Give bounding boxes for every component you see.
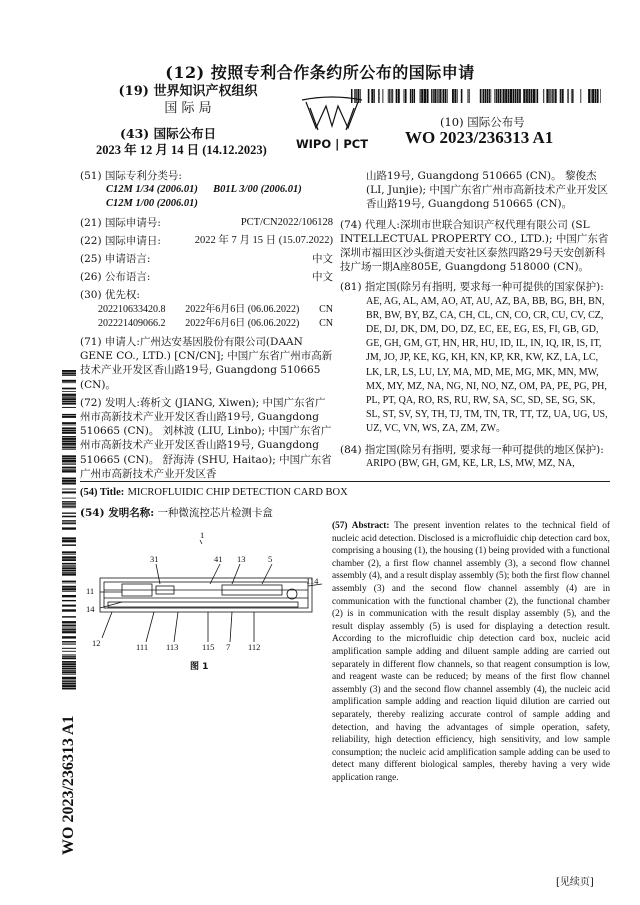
applicant-section xyxy=(80,335,333,392)
priority-row xyxy=(80,303,333,317)
side-publication-number-wrap xyxy=(60,700,80,855)
title-chinese-label: (54) 发明名称: xyxy=(80,507,155,519)
agent-text: 深圳市世联合知识产权代理有限公司 (SL INTELLECTUAL PROPERTY CO., LTD.); 中国广东省深圳市福田区沙头街道天安社区泰然四路29号天安创新科技广场一期A座805E, Guangdong 518000 (CN)。 xyxy=(340,218,609,274)
applicant-label: (71) 申请人: xyxy=(80,336,140,349)
title-chinese-row xyxy=(80,505,273,520)
agent-label: (74) 代理人: xyxy=(340,218,400,231)
publication-language: 中文 xyxy=(312,271,333,284)
abstract-text: The present invention relates to the technical field of nucleic acid detection. Disclosed is a microfluidic chip detection card box, comprising a housing (1), the housing (1) being provided with a functional chamber (2), a first flow channel assembly (3), a second flow channel assembly (4), and a result display assembly (5); both the first flow channel assembly (3) and the second flow channel assembly (4) are in communication with the functional chamber (2), the functional chamber (2) is in communication with the result display assembly (5), and the result display assembly (5) is used for displaying a detection result. According to the microfluidic chip detection card box, nucleic acid amplification sample adding and diluent sample adding are carried out separately in different flow channels, so that reagent consumption is low, and reagent waste can be reduced; by means of the first flow channel assembly (3) and the second flow channel assembly (4), the nucleic acid amplification sample adding and reaction liquid dilution are carried out separately, thereby realizing accurate control of sample adding and detection, and having the advantages of simple operation, safety, reliability, high detection efficiency, high sensitivity, and low sample consumption; the nucleic acid amplification sample adding can be used to detect many different biological samples, thereby having a very wide application range. xyxy=(332,521,610,783)
priority-date: 2022年6月6日 (06.06.2022) xyxy=(185,317,300,329)
publication-language-label: (26) 公布语言: xyxy=(80,271,151,284)
inventors-label: (72) 发明人: xyxy=(80,396,140,409)
designated-regions-label: (84) 指定国(除另有指明, 要求每一种可提供的地区保护): xyxy=(340,443,604,456)
inventors-text: 蒋析文 (JIANG, Xiwen); 中国广东省广州市高新技术产业开发区香山路19号, Guangdong 510665 (CN)。 刘林波 (LIU, Linbo); 中国广东省广州市高新技术产业开发区香山路19号, Guangdong 510665 (CN)。 舒海涛 (SHU, Haitao); 中国广东省广州市高新技术产业开发区香 xyxy=(80,396,332,480)
title-english: MICROFLUIDIC CHIP DETECTION CARD BOX xyxy=(127,487,348,498)
wipo-logo-icon xyxy=(292,96,372,154)
priority-number: 202210633420.8 xyxy=(98,303,166,315)
application-number-row xyxy=(80,216,333,230)
filing-language-label: (25) 申请语言: xyxy=(80,253,151,266)
ipc-code: C12M 1/00 (2006.01) xyxy=(106,198,198,210)
filing-language: 中文 xyxy=(312,253,333,266)
abstract xyxy=(332,520,610,784)
section-divider xyxy=(80,481,610,482)
figure-label: 13 xyxy=(237,554,246,564)
patent-figure xyxy=(82,526,327,676)
priority-country: CN xyxy=(319,317,333,329)
ipc-code: B01L 3/00 (2006.01) xyxy=(213,184,302,196)
figure-label: 114 xyxy=(306,576,319,586)
designated-states: AE, AG, AL, AM, AO, AT, AU, AZ, BA, BB, BG, BH, BN, BR, BW, BY, BZ, CA, CH, CL, CN, CO, CR, CU, CV, CZ, DE, DJ, DK, DM, DO, DZ, EC, EE, EG, ES, FI, GB, GD, GE, GH, GM, GT, HN, HR, HU, ID, IL, IN, IQ, IR, IS, IT, JM, JO, JP, KE, KG, KH, KN, KP, KR, KW, KZ, LA, LC, LK, LR, LS, LU, LY, MA, MD, ME, MG, MK, MN, MW, MX, MY, MZ, NA, NG, NI, NO, NZ, OM, PA, PE, PG, PH, PL, PT, QA, RO, RS, RU, RW, SA, SC, SD, SE, SG, SK, SL, ST, SV, SY, TH, TJ, TM, TN, TR, TT, TZ, UA, UG, US, UZ, VC, VN, WS, ZA, ZM, ZW。 xyxy=(366,295,608,435)
priority-date: 2022年6月6日 (06.06.2022) xyxy=(185,303,300,315)
title-english-row xyxy=(80,486,348,498)
figure-label: 5 xyxy=(268,554,273,564)
publication-language-row xyxy=(80,270,333,284)
publication-date-label: (43) 国际公布日 xyxy=(120,126,217,141)
priority-country: CN xyxy=(319,303,333,315)
designated-regions-section xyxy=(340,443,610,471)
designated-regions: ARIPO (BW, GH, GM, KE, LR, LS, MW, MZ, NA, xyxy=(366,457,575,469)
designated-states-section xyxy=(340,280,610,436)
figure-label: 113 xyxy=(166,642,179,652)
priority-row xyxy=(80,317,333,331)
ipc-label: (51) 国际专利分类号: xyxy=(80,170,182,182)
figure-label: 31 xyxy=(150,554,159,564)
filing-date: 2022 年 7 月 15 日 (15.07.2022) xyxy=(194,234,333,246)
title-chinese: 一种微流控芯片检测卡盒 xyxy=(157,507,273,519)
figure-label: 41 xyxy=(214,554,223,564)
wipo-logo-text: WIPO | PCT xyxy=(295,137,369,151)
abstract-label: (57) Abstract: xyxy=(332,521,390,531)
document-title: (12) 按照专利合作条约所公布的国际申请 xyxy=(165,63,475,82)
barcode-side-image xyxy=(62,370,76,690)
figure-label: 12 xyxy=(92,638,101,648)
ipc-line xyxy=(80,197,333,211)
figure-label: 14 xyxy=(86,604,95,614)
barcode-top-image xyxy=(351,89,601,103)
application-number-label: (21) 国际申请号: xyxy=(80,216,161,229)
figure-label: 7 xyxy=(226,642,231,652)
left-bibliographic-column xyxy=(80,169,333,481)
figure-label: 11 xyxy=(86,586,95,596)
inventors-continued: 山路19号, Guangdong 510665 (CN)。 黎俊杰 (LI, Junjie); 中国广东省广州市高新技术产业开发区香山路19号, Guangdong 510665 (CN)。 xyxy=(366,170,608,211)
continued-note: [见续页] xyxy=(556,877,594,888)
title-english-label: (54) Title: xyxy=(80,487,125,498)
ipc-code: C12M 1/34 (2006.01) xyxy=(106,184,198,196)
publication-number-label: (10) 国际公布号 xyxy=(440,115,525,129)
ipc-line xyxy=(80,183,333,197)
figure-label: 112 xyxy=(248,642,261,652)
priority-section xyxy=(80,288,333,331)
inventors-section xyxy=(80,396,333,481)
filing-date-row xyxy=(80,234,333,248)
organization-name: (19) 世界知识产权组织 xyxy=(118,84,258,99)
applicant-text: 广州达安基因股份有限公司(DAAN GENE CO., LTD.) [CN/CN]; 中国广东省广州市高新技术产业开发区香山路19号, Guangdong 510665 (CN)。 xyxy=(80,336,333,391)
agent-section xyxy=(340,218,610,275)
side-publication-number: WO 2023/236313 A1 xyxy=(60,715,77,855)
figure-ref-number: 1 xyxy=(200,530,205,540)
filing-date-label: (22) 国际申请日: xyxy=(80,234,161,247)
publication-date: 2023 年 12 月 14 日 (14.12.2023) xyxy=(96,143,267,157)
figure-label: 111 xyxy=(136,642,149,652)
figure-caption: 图 1 xyxy=(190,662,209,672)
right-bibliographic-column xyxy=(340,169,610,471)
ipc-section xyxy=(80,169,333,212)
organization-subname: 国 际 局 xyxy=(164,101,212,116)
priority-number: 202221409066.2 xyxy=(98,317,166,329)
designated-states-label: (81) 指定国(除另有指明, 要求每一种可提供的国家保护): xyxy=(340,281,604,294)
publication-number: WO 2023/236313 A1 xyxy=(405,128,554,147)
figure-label: 115 xyxy=(202,642,215,652)
application-number: PCT/CN2022/106128 xyxy=(240,216,333,228)
priority-label: (30) 优先权: xyxy=(80,289,140,302)
filing-language-row xyxy=(80,252,333,266)
